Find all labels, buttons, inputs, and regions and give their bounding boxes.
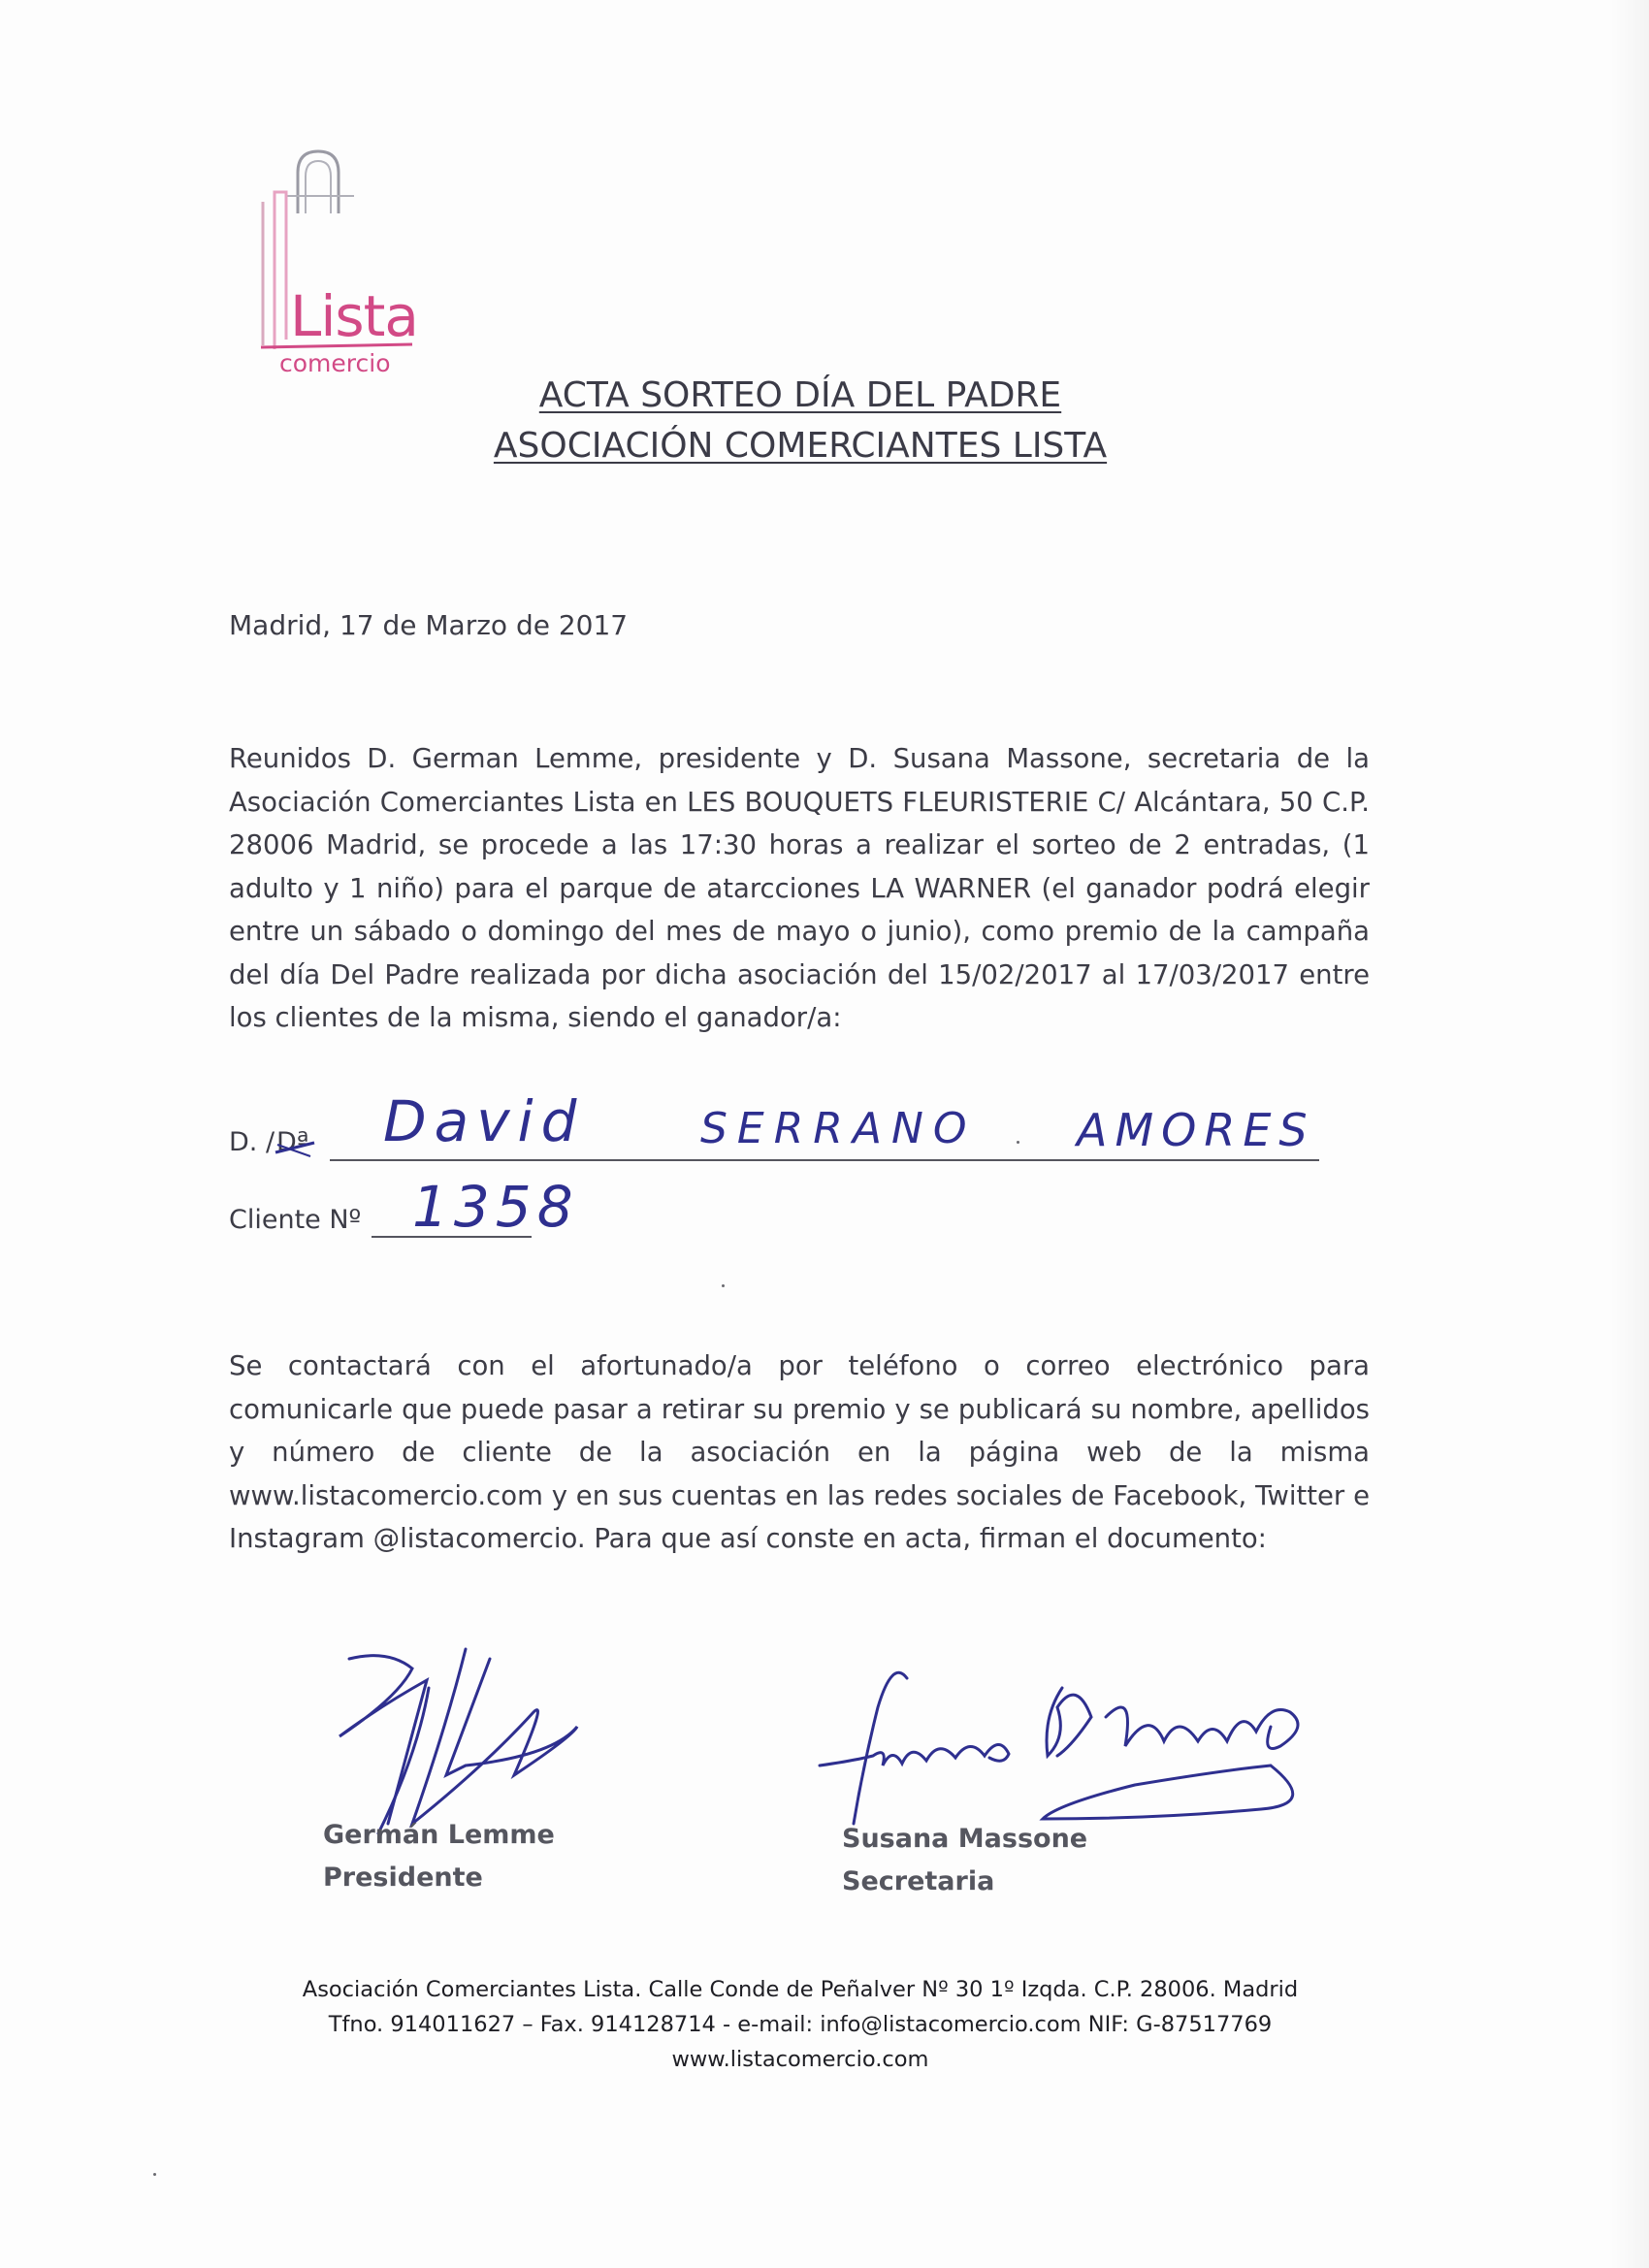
- winner-last-name: AMORES: [1077, 1104, 1315, 1156]
- document-title: [436, 371, 1164, 471]
- paragraph-intro: Reunidos D. German Lemme, presidente y D. Susana Massone, secretaria de la Asociación Comerciantes Lista en LES BOUQUETS FLEURISTERIE C/ Alcántara, 50 C.P. 28006 Madrid, se procede a las 17:30 horas a realizar el sorteo de 2 entradas, (1 adulto y 1 niño) para el parque de atarcciones LA WARNER (el ganador podrá elegir entre un sábado o domingo del mes de mayo o junio), como premio de la campaña del día Del Padre realizada por dicha asociación del 15/02/2017 al 17/03/2017 entre los clientes de la misma, siendo el ganador/a:: [229, 743, 1370, 1033]
- client-label: Cliente Nº: [229, 1205, 362, 1235]
- paragraph-contact: Se contactará con el afortunado/a por teléfono o correo electrónico para comunicarle que puede pasar a retirar su premio y se publicará su nombre, apellidos y número de cliente de la asociación en la página web de la misma www.listacomercio.com y en sus cuentas en las redes sociales de Facebook, Twitter e Instagram @listacomercio. Para que así conste en acta, firman el documento:: [229, 1350, 1370, 1554]
- scan-speck: [153, 2173, 156, 2176]
- winner-name-line: [330, 1159, 1319, 1161]
- signer-president: [323, 1814, 555, 1899]
- signer-secretary-name: Susana Massone: [842, 1824, 1088, 1854]
- signer-president-role: Presidente: [323, 1863, 483, 1893]
- client-number: 1358: [412, 1174, 579, 1240]
- signer-president-name: Germán Lemme: [323, 1820, 555, 1850]
- signature-susana-massone: [815, 1649, 1358, 1843]
- winner-middle-name: SERRANO: [700, 1104, 977, 1153]
- logo-sub-text: comercio: [279, 349, 391, 377]
- signer-secretary: [842, 1818, 1087, 1903]
- page-edge-shadow: [1610, 0, 1649, 2268]
- logo-brand-text: Lista: [290, 283, 418, 349]
- strikethrough-mark-icon: [272, 1133, 320, 1162]
- name-label-struck: Dª: [276, 1127, 309, 1157]
- document-date: Madrid, 17 de Marzo de 2017: [229, 609, 629, 641]
- winner-first-name: David: [383, 1088, 585, 1154]
- title-line-1: ACTA SORTEO DÍA DEL PADRE: [538, 375, 1062, 415]
- footer-address: Asociación Comerciantes Lista. Calle Conde de Peñalver Nº 30 1º Izqda. C.P. 28006. Madrid: [302, 1977, 1299, 2002]
- footer-contact: Tfno. 914011627 – Fax. 914128714 - e-mail: info@listacomercio.com NIF: G-87517769: [328, 2012, 1273, 2037]
- document-footer: [194, 1972, 1406, 2077]
- scan-speck: [722, 1284, 725, 1287]
- title-line-2: ASOCIACIÓN COMERCIANTES LISTA: [493, 426, 1108, 466]
- footer-website: www.listacomercio.com: [671, 2047, 929, 2072]
- name-label: D. /: [229, 1127, 275, 1157]
- lista-logo: [247, 146, 422, 388]
- scan-speck: [1017, 1141, 1019, 1144]
- signer-secretary-role: Secretaria: [842, 1866, 995, 1896]
